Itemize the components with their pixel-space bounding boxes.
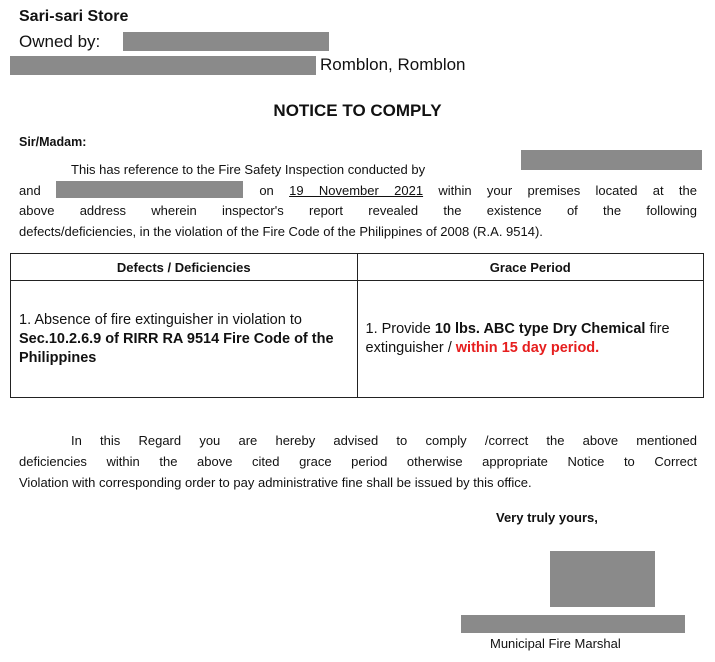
closing-text-3: Violation with corresponding order to pay administrative fine shall be issued by this office. [19, 475, 532, 490]
store-name: Sari-sari Store [19, 8, 129, 25]
intro-line-4 [19, 222, 697, 243]
redacted-marshal-name [461, 615, 685, 633]
salutation: Sir/Madam: [19, 135, 87, 149]
redacted-inspector-1 [521, 150, 702, 170]
closing-line-3 [19, 472, 697, 493]
owned-by-label: Owned by: [19, 32, 101, 51]
closing-text-1: In this Regard you are hereby advised to comply /correct the above mentioned [71, 433, 697, 448]
redacted-address [10, 56, 316, 75]
defect-cell [11, 281, 358, 398]
grace-cell [357, 281, 704, 398]
intro-text-2: within your premises located at the [438, 182, 697, 198]
notice-title: NOTICE TO COMPLY [273, 101, 442, 120]
grace-prefix: 1. Provide [365, 321, 431, 337]
signatory-title: Municipal Fire Marshal [490, 636, 621, 651]
inspection-date: 19 November 2021 [289, 182, 424, 198]
grace-middle: fire extinguisher / [365, 321, 670, 356]
table-row [11, 281, 704, 398]
closing-line-1 [19, 430, 697, 451]
store-location: Romblon, Romblon [320, 55, 466, 74]
defects-table [10, 253, 704, 398]
redacted-signature [550, 551, 655, 607]
grace-item: 10 lbs. ABC type Dry Chemical [434, 321, 646, 337]
redacted-inspector-2 [56, 181, 243, 198]
defect-text: 1. Absence of fire extinguisher in violation to [19, 311, 302, 328]
grace-deadline: within 15 day period. [455, 340, 600, 356]
redacted-owner-name [123, 32, 329, 51]
intro-text-1: This has reference to the Fire Safety Inspection conducted by [71, 162, 426, 177]
intro-paragraph [19, 160, 697, 242]
closing-paragraph [19, 430, 697, 493]
defect-citation: Sec.10.2.6.9 of RIRR RA 9514 Fire Code of the Philippines [19, 330, 334, 366]
intro-line-3 [19, 201, 697, 222]
header-grace-period: Grace Period [357, 254, 704, 281]
closing-text-2: deficiencies within the above cited grace period otherwise appropriate Notice to Correct [19, 454, 697, 469]
intro-text-3: above address wherein inspector's report revealed the existence of the following [19, 203, 697, 218]
header-defects: Defects / Deficiencies [11, 254, 358, 281]
intro-on: on [259, 182, 274, 198]
intro-text-4: defects/deficiencies, in the violation of the Fire Code of the Philippines of 2008 (R.A. 9514). [19, 223, 543, 239]
table-header-row [11, 254, 704, 281]
intro-and: and [19, 182, 41, 198]
closing-line-2 [19, 451, 697, 472]
closing-salutation: Very truly yours, [496, 510, 598, 525]
